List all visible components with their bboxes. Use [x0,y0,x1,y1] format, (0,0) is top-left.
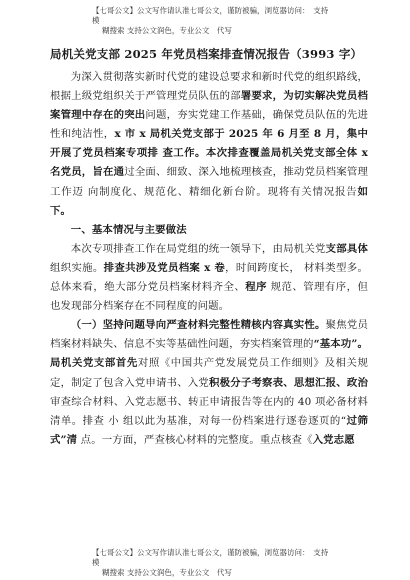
paragraph-subsection-1 [50,316,368,450]
text-run: ，时间跨度长， 材料类型多。总体来看，绝大部分党员档案材料齐全、 [50,261,368,294]
text-run-bold: 署要求，为切实解决党员档案管理中存在的突出 [50,90,368,122]
document-title: 局机关党支部 2025 年党员档案排查情况报告（3993 字） [50,47,363,61]
text-run: 为深入贯彻落实新时代党的建设总要求和新时代党的组织路线，根据上级党组织关于严管理党员队伍的部 [50,71,368,103]
footer-banner-line2: 糊搜索 支持公文润色，专业公文 代写 [102,568,232,577]
text-run-bold: 程序 [245,281,267,294]
header-banner [92,6,332,36]
text-run: 过全面、细致、深入地梳理核查，推动党员档案管理工作迈 向制度化、规范化、精细化新台阶。现将有关情况报告 [50,166,368,198]
text-run-bold: 排查共涉及党员档案 x 卷 [103,261,226,274]
subsection-heading: （一）坚持问题导向严查材料完整性精核内容真实性。 [70,319,326,332]
section-heading-1: 一、基本情况与主要做法 [70,223,187,236]
text-run: 点。一方面，严查核心材料的完整度。重点核查《 [77,433,313,446]
text-run-bold: 如下。 [50,185,368,217]
text-run: 问题，夯实党建工作基础，确保党员队伍的先进性和纯洁性， [50,109,368,141]
text-run-bold: 支部具体 [325,242,368,255]
footer-banner-line1: 【七哥公文】公文写作请认准七哥公文，谨防被骗，浏览器访问： 支持模 [92,548,329,567]
text-run: 审查综合材料、入党志愿书、转正申请报告等在内的 40 项必备材料清单。排查 小 组以此为基准，对每一份档案进行逐卷逐页的“ [50,395,368,427]
text-run-bold: 积极分子考察表、思想汇报、政治 [209,376,368,389]
footer-banner [92,548,332,578]
text-run: 组织实施。 [50,261,104,274]
header-banner-line2: 糊搜索 支持公文润色，专业公文 代写 [102,26,232,35]
text-run: 对照《中国共产党发展党员工作细则》及相关规定，制定了包含入党申请书、入党 [50,357,368,389]
text-run-bold: 过筛式”清 [50,414,368,446]
text-run: 聚焦党员档案材料缺失、信息不实等基础性问题，夯实档案管理的 [50,319,368,351]
text-run-bold: 入党志愿 [312,433,355,446]
text-run-bold: “基本功”。局机关党支部首先 [50,338,369,370]
text-run-bold: x 市 x 局机关党支部于 2025 年 6 月至 8 月，集中开展了党员档案专项排 查工作。本次排查覆盖局机关党支部全体 x 名党员，旨在通 [50,128,368,179]
text-run: 本次专项排查工作在局党组的统一领导下，由局机关党 [70,242,326,255]
header-banner-line1: 【七哥公文】公文写作请认准七哥公文，谨防被骗，浏览器访问： 支持模 [92,6,329,25]
paragraph-overview [50,240,368,316]
document-body [50,68,368,450]
text-run: 规范、管理有序，但也发现部分档案存在不同程度的问题。 [50,281,368,313]
paragraph-intro [50,68,368,221]
